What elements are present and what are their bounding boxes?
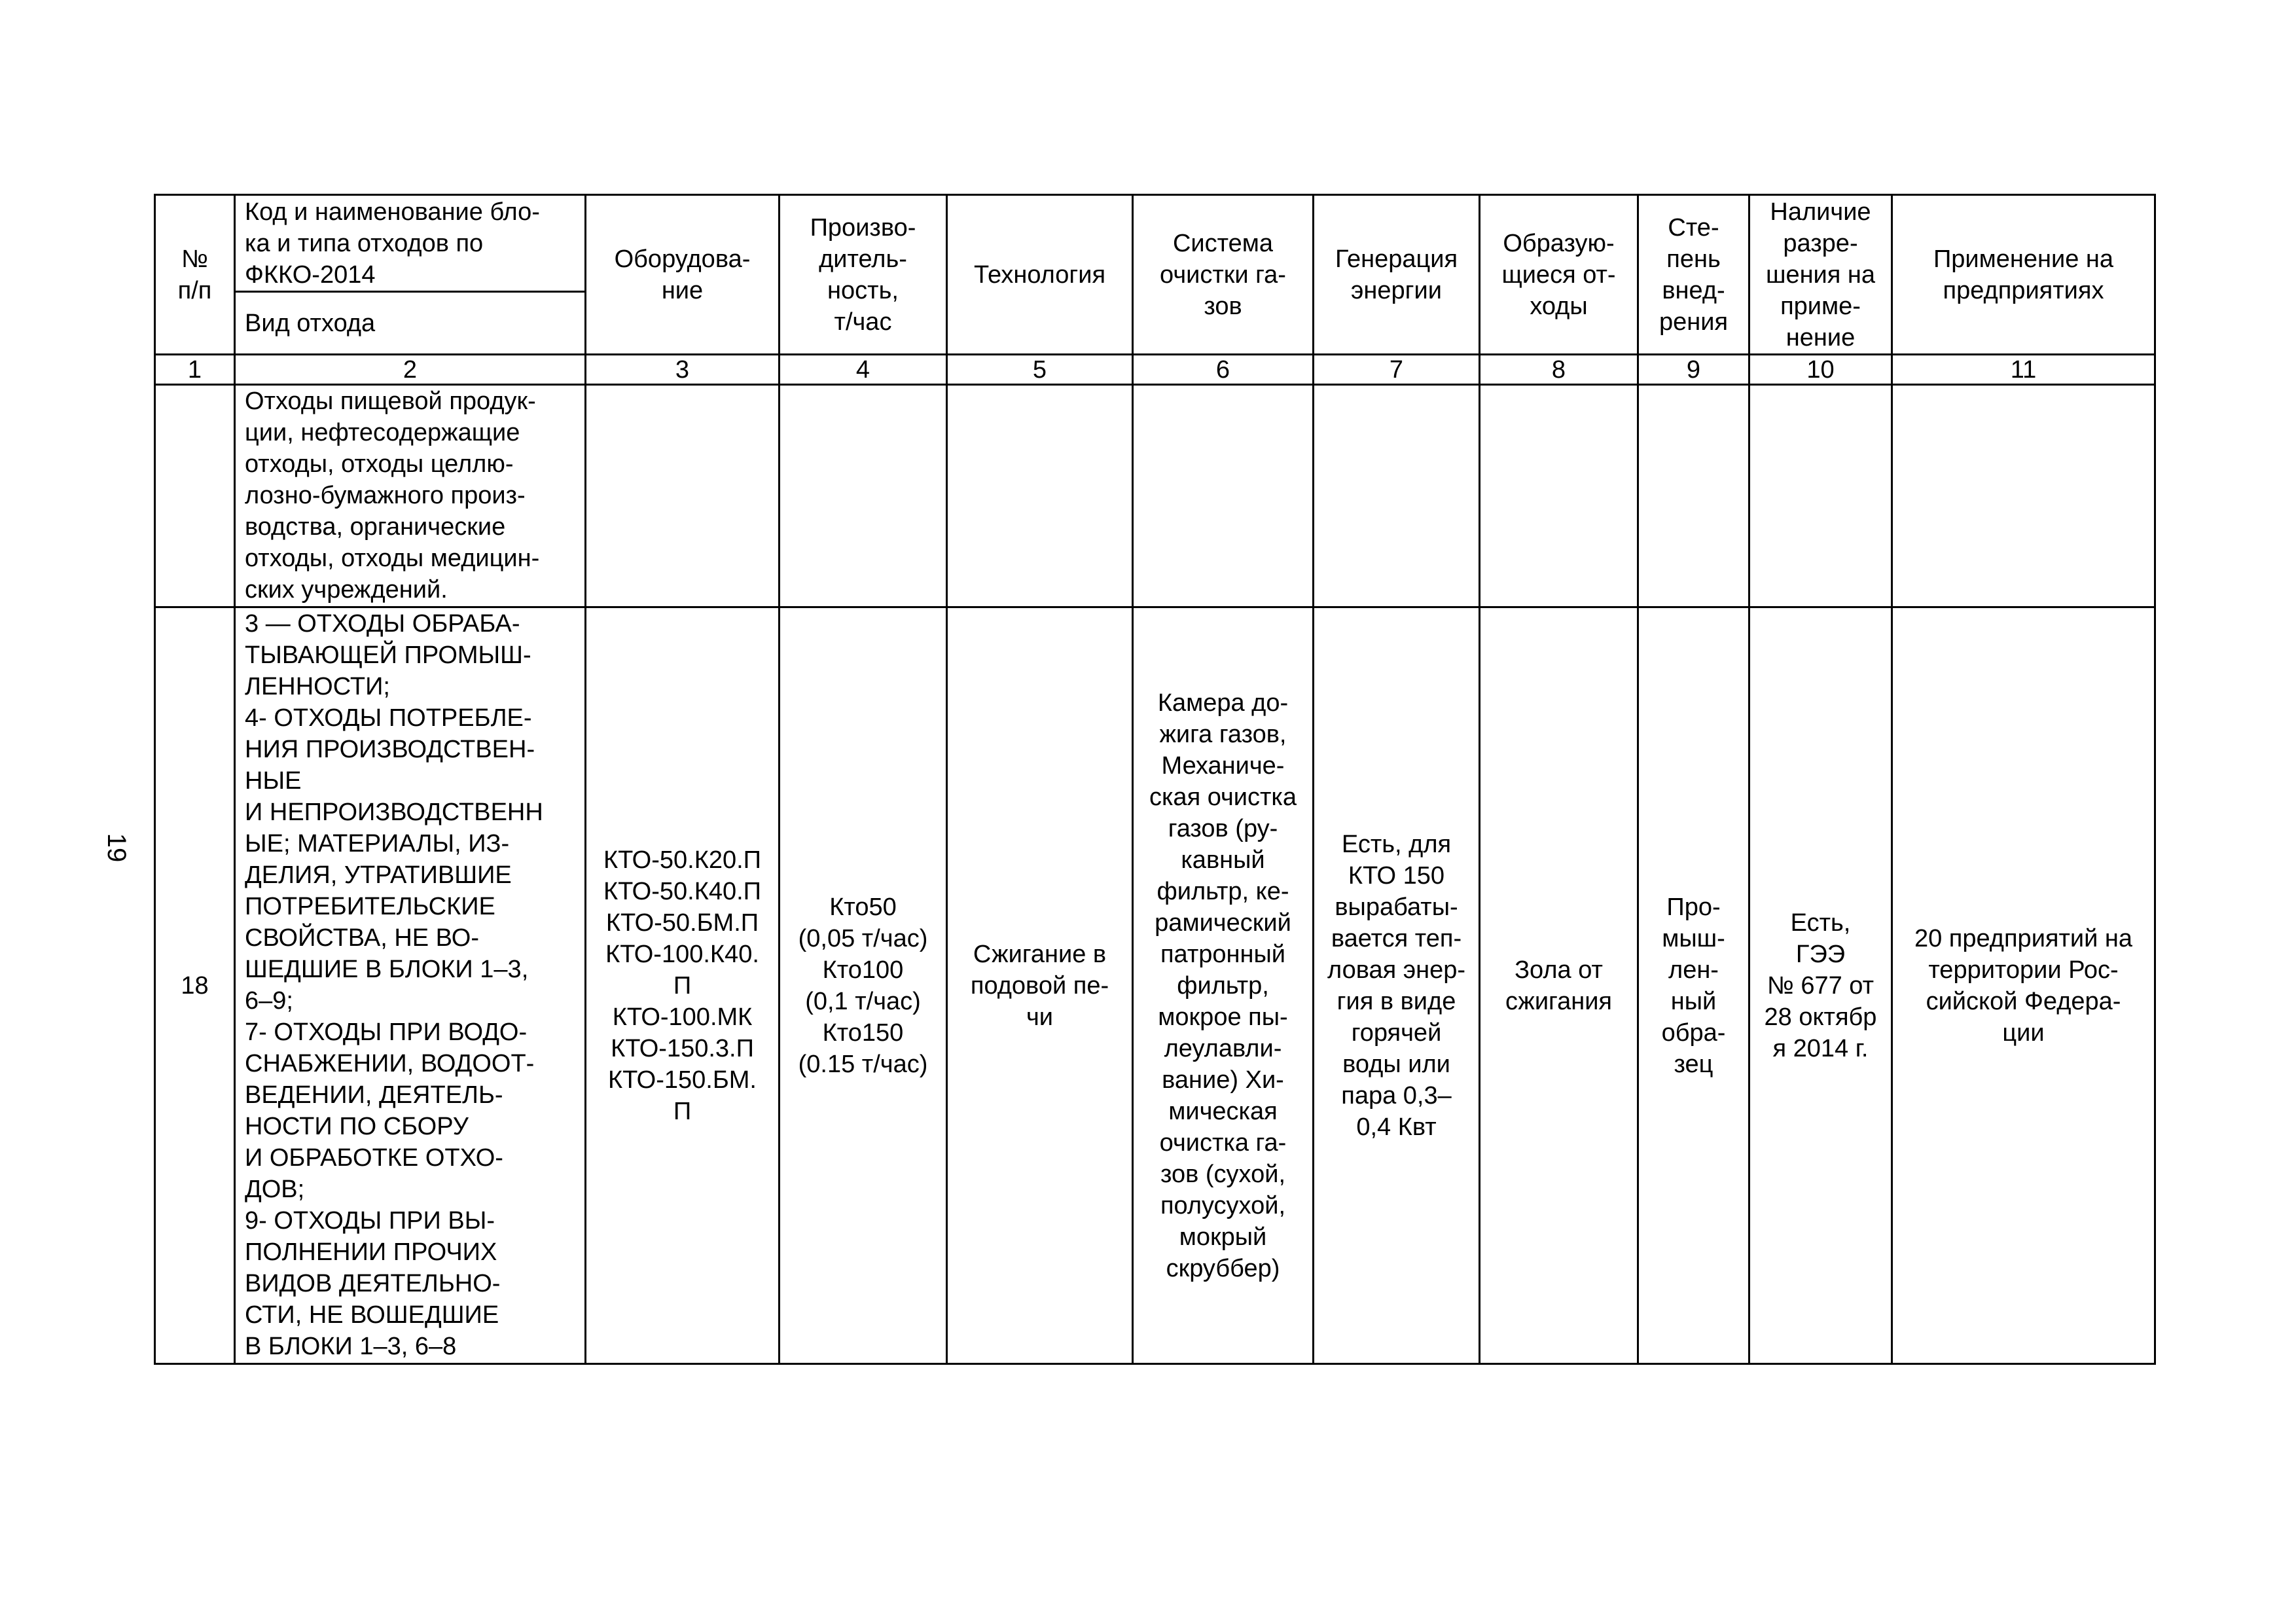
column-number: 11 — [1892, 355, 2155, 385]
capacity-cell: Кто50 (0,05 т/час) Кто100 (0,1 т/час) Кто150 (0.15 т/час) — [780, 607, 947, 1364]
column-number: 5 — [947, 355, 1133, 385]
table-header-row — [155, 195, 2155, 292]
waste-description: Отходы пищевой продук- ции, нефтесодержащие отходы, отходы целлю- лозно-бумажного произ- водства, органические отходы, отходы медицин- ских учреждений. — [235, 385, 586, 607]
byproducts-cell: Зола от сжигания — [1480, 607, 1638, 1364]
byproducts-cell — [1480, 385, 1638, 607]
energy-cell — [1314, 385, 1480, 607]
header-capacity: Произво- дитель- ность, т/час — [780, 195, 947, 355]
gas-cleaning-cell — [1133, 385, 1314, 607]
column-number: 7 — [1314, 355, 1480, 385]
row-number: 18 — [155, 607, 235, 1364]
gas-cleaning-cell: Камера до- жига газов, Механиче- ская очистка газов (ру- кавный фильтр, ке- рамический патронный фильтр, мокрое пы- леулавли- вание) Хи- мическая очистка га- зов (сухой, полусухой, мокрый скруббер) — [1133, 607, 1314, 1364]
permit-cell: Есть, ГЭЭ № 677 от 28 октябр я 2014 г. — [1749, 607, 1892, 1364]
header-byproducts: Образую- щиеся от- ходы — [1480, 195, 1638, 355]
table-row — [155, 607, 2155, 1364]
header-equipment: Оборудова- ние — [586, 195, 780, 355]
technology-cell: Сжигание в подовой пе- чи — [947, 607, 1133, 1364]
header-energy: Генерация энергии — [1314, 195, 1480, 355]
energy-cell: Есть, для КТО 150 вырабаты- вается теп- ловая энер- гия в виде горячей воды или пара 0,3– 0,4 Квт — [1314, 607, 1480, 1364]
column-number: 3 — [586, 355, 780, 385]
table-row — [155, 385, 2155, 607]
column-number: 1 — [155, 355, 235, 385]
column-number: 9 — [1638, 355, 1749, 385]
permit-cell — [1749, 385, 1892, 607]
stage-cell — [1638, 385, 1749, 607]
waste-description: 3 — ОТХОДЫ ОБРАБА- ТЫВАЮЩЕЙ ПРОМЫШ- ЛЕННОСТИ; 4- ОТХОДЫ ПОТРЕБЛЕ- НИЯ ПРОИЗВОДСТВЕН- НЫЕ И НЕПРОИЗВОДСТВЕНН ЫЕ; МАТЕРИАЛЫ, ИЗ- ДЕЛИЯ, УТРАТИВШИЕ ПОТРЕБИТЕЛЬСКИЕ СВОЙСТВА, НЕ ВО- ШЕДШИЕ В БЛОКИ 1–3, 6–9; 7- ОТХОДЫ ПРИ ВОДО- СНАБЖЕНИИ, ВОДООТ- ВЕДЕНИИ, ДЕЯТЕЛЬ- НОСТИ ПО СБОРУ И ОБРАБОТКЕ ОТХО- ДОВ; 9- ОТХОДЫ ПРИ ВЫ- ПОЛНЕНИИ ПРОЧИХ ВИДОВ ДЕЯТЕЛЬНО- СТИ, НЕ ВОШЕДШИЕ В БЛОКИ 1–3, 6–8 — [235, 607, 586, 1364]
header-number: № п/п — [155, 195, 235, 355]
technology-cell — [947, 385, 1133, 607]
row-number — [155, 385, 235, 607]
column-number: 2 — [235, 355, 586, 385]
application-cell — [1892, 385, 2155, 607]
column-number-row — [155, 355, 2155, 385]
page-number: 19 — [102, 833, 131, 863]
header-permit: Наличие разре- шения на приме- нение — [1749, 195, 1892, 355]
equipment-cell: КТО-50.К20.П КТО-50.К40.П КТО-50.БМ.П КТО-100.К40. П КТО-100.МК КТО-150.3.П КТО-150.БМ. П — [586, 607, 780, 1364]
header-stage: Сте- пень внед- рения — [1638, 195, 1749, 355]
header-waste-type: Вид отхода — [235, 292, 586, 355]
column-number: 8 — [1480, 355, 1638, 385]
header-application: Применение на предприятиях — [1892, 195, 2155, 355]
column-number: 10 — [1749, 355, 1892, 385]
header-technology: Технология — [947, 195, 1133, 355]
column-number: 6 — [1133, 355, 1314, 385]
header-gas-cleaning: Система очистки га- зов — [1133, 195, 1314, 355]
waste-technology-table — [154, 194, 2156, 1365]
column-number: 4 — [780, 355, 947, 385]
application-cell: 20 предприятий на территории Рос- сийской Федера- ции — [1892, 607, 2155, 1364]
stage-cell: Про- мыш- лен- ный обра- зец — [1638, 607, 1749, 1364]
header-waste-code: Код и наименование бло- ка и типа отходов по ФККО-2014 — [235, 195, 586, 292]
equipment-cell — [586, 385, 780, 607]
capacity-cell — [780, 385, 947, 607]
